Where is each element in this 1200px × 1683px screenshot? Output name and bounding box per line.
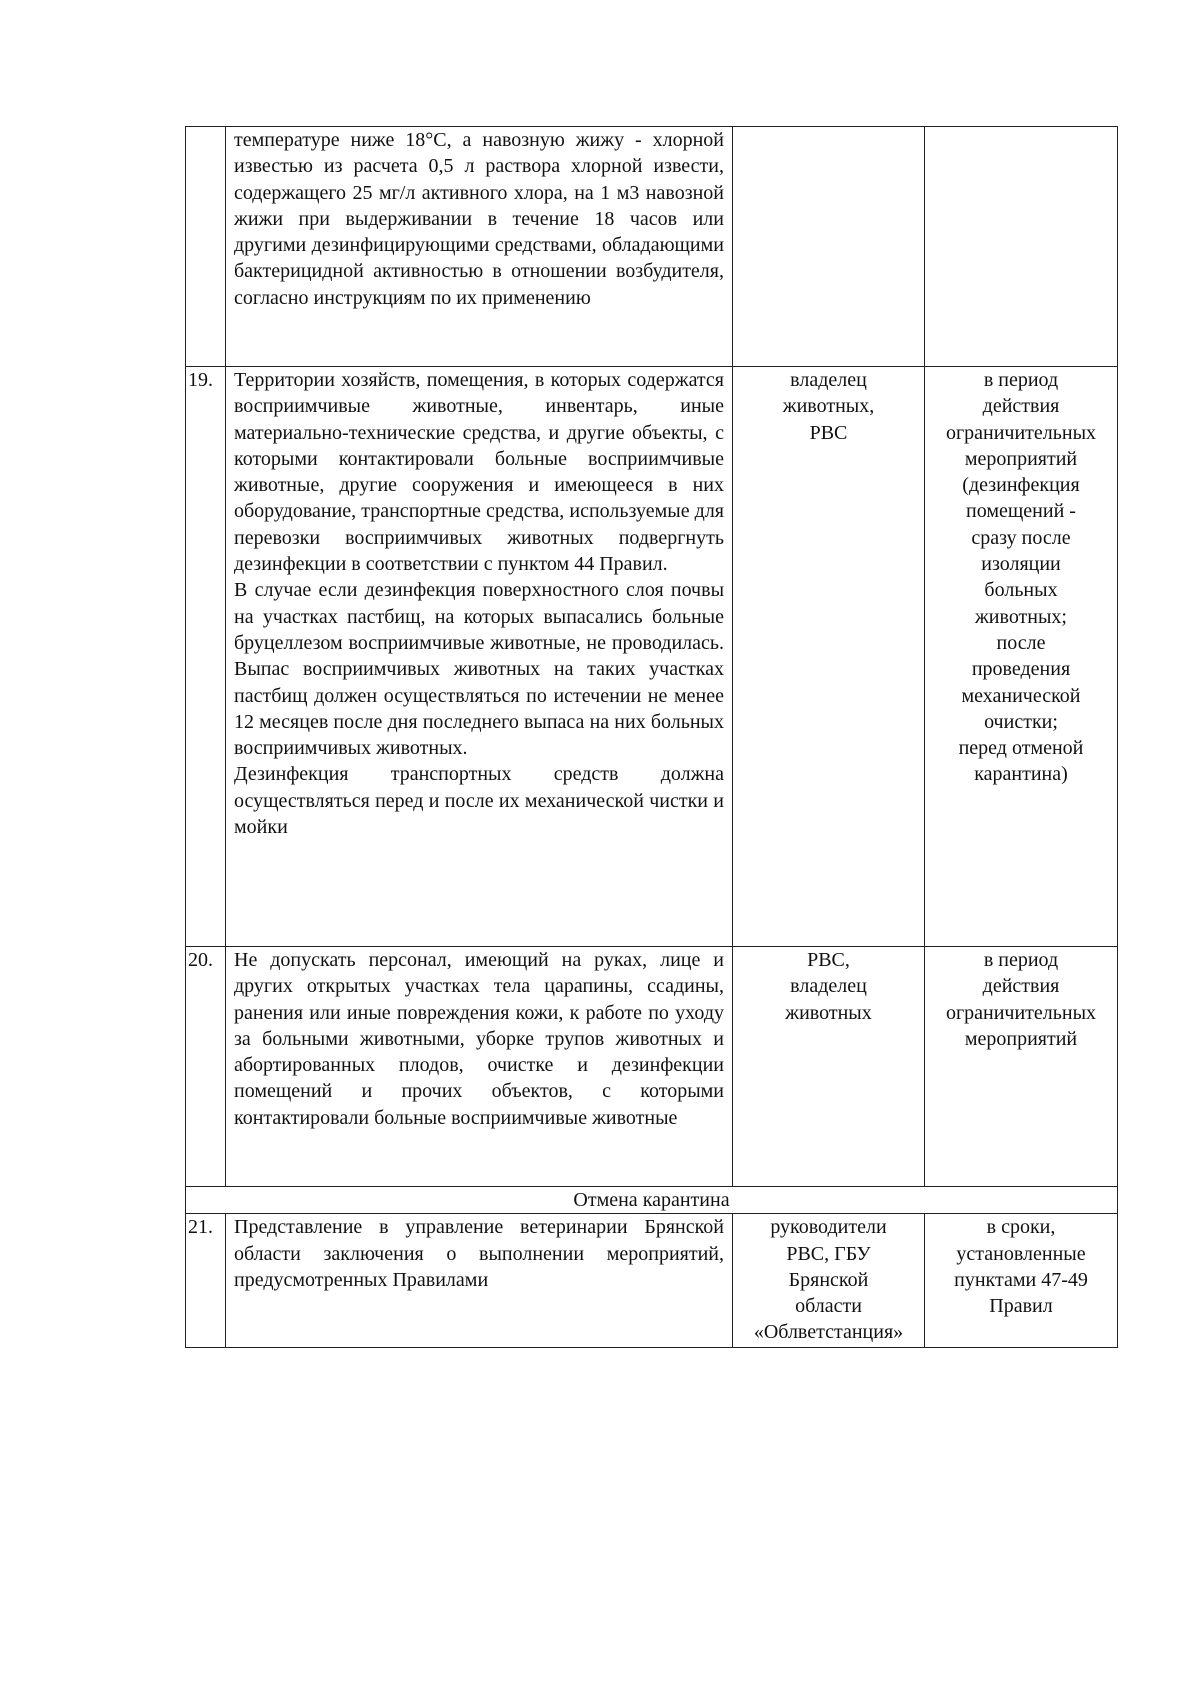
row-number: 20.: [186, 947, 226, 1187]
measure-text: [226, 127, 733, 367]
measure-text: [226, 947, 733, 1187]
responsible-text: руководители РВС, ГБУ Брянской области «Облветстанция»: [753, 1216, 904, 1344]
measure-text: [226, 1214, 733, 1348]
term-cell: [925, 367, 1118, 947]
term-text: в период действия ограничительных мероприятий: [945, 949, 1097, 1050]
row-number: [186, 127, 226, 367]
responsible-cell: [733, 367, 925, 947]
table-row: [186, 947, 1118, 1187]
table-row: [186, 367, 1118, 947]
term-text: в сроки, установленные пунктами 47-49 Правил: [954, 1216, 1088, 1318]
measure-paragraph: Представление в управление ветеринарии Брянской области заключения о выполнении мероприятий, предусмотренных Правилами: [234, 1216, 724, 1291]
measures-table: [185, 126, 1118, 1348]
term-cell: [925, 127, 1118, 367]
term-text: в период действия ограничительных мероприятий (дезинфекция помещений - сразу после изоляции больных животных; после проведения механической очистки; перед отменой карантина): [945, 369, 1097, 786]
responsible-cell: [733, 127, 925, 367]
section-title: Отмена карантина: [186, 1187, 1118, 1214]
term-cell: [925, 947, 1118, 1187]
responsible-cell: [733, 947, 925, 1187]
responsible-text: РВС, владелец животных: [785, 949, 872, 1024]
measure-paragraph: Не допускать персонал, имеющий на руках, лице и других открытых участках тела царапины, ссадины, ранения или иные повреждения кожи, к работе по уходу за больными животными, уборке трупов животных и абортированных плодов, очистке и дезинфекции помещений и прочих объектов, с которыми контактировали больные восприимчивые животные: [234, 949, 724, 1129]
row-number: 19.: [186, 367, 226, 947]
measure-text: [226, 367, 733, 947]
table-row: [186, 127, 1118, 367]
measure-paragraph: температуре ниже 18°С, а навозную жижу - хлорной известью из расчета 0,5 л раствора хлорной извести, содержащего 25 мг/л активного хлора, на 1 м3 навозной жижи при выдерживании в течение 18 часов или другими дезинфицирующими средствами, обладающими бактерицидной активностью в отношении возбудителя, согласно инструкциям по их применению: [234, 129, 724, 309]
table-row: [186, 1214, 1118, 1348]
document-page: [185, 126, 1117, 1348]
measure-paragraph: Территории хозяйств, помещения, в которых содержатся восприимчивые животные, инвентарь, иные материально-технические средства, и другие объекты, с которыми контактировали больные восприимчивые животные, другие сооружения и имеющееся в них оборудование, транспортные средства, используемые для перевозки восприимчивых животных подвергнуть дезинфекции в соответствии с пунктом 44 Правил.: [234, 369, 724, 576]
row-number: 21.: [186, 1214, 226, 1348]
responsible-cell: [733, 1214, 925, 1348]
responsible-text: владелец животных, РВС: [782, 369, 875, 444]
measure-paragraph: Дезинфекция транспортных средств должна осуществляться перед и после их механической чистки и мойки: [234, 763, 724, 839]
section-row: [186, 1187, 1118, 1214]
term-cell: [925, 1214, 1118, 1348]
measure-paragraph: В случае если дезинфекция поверхностного слоя почвы на участках пастбищ, на которых выпасались больные бруцеллезом восприимчивые животные, не проводилась. Выпас восприимчивых животных на таких участках пастбищ должен осуществляться по истечении не менее 12 месяцев после дня последнего выпаса на них больных восприимчивых животных.: [234, 579, 724, 760]
